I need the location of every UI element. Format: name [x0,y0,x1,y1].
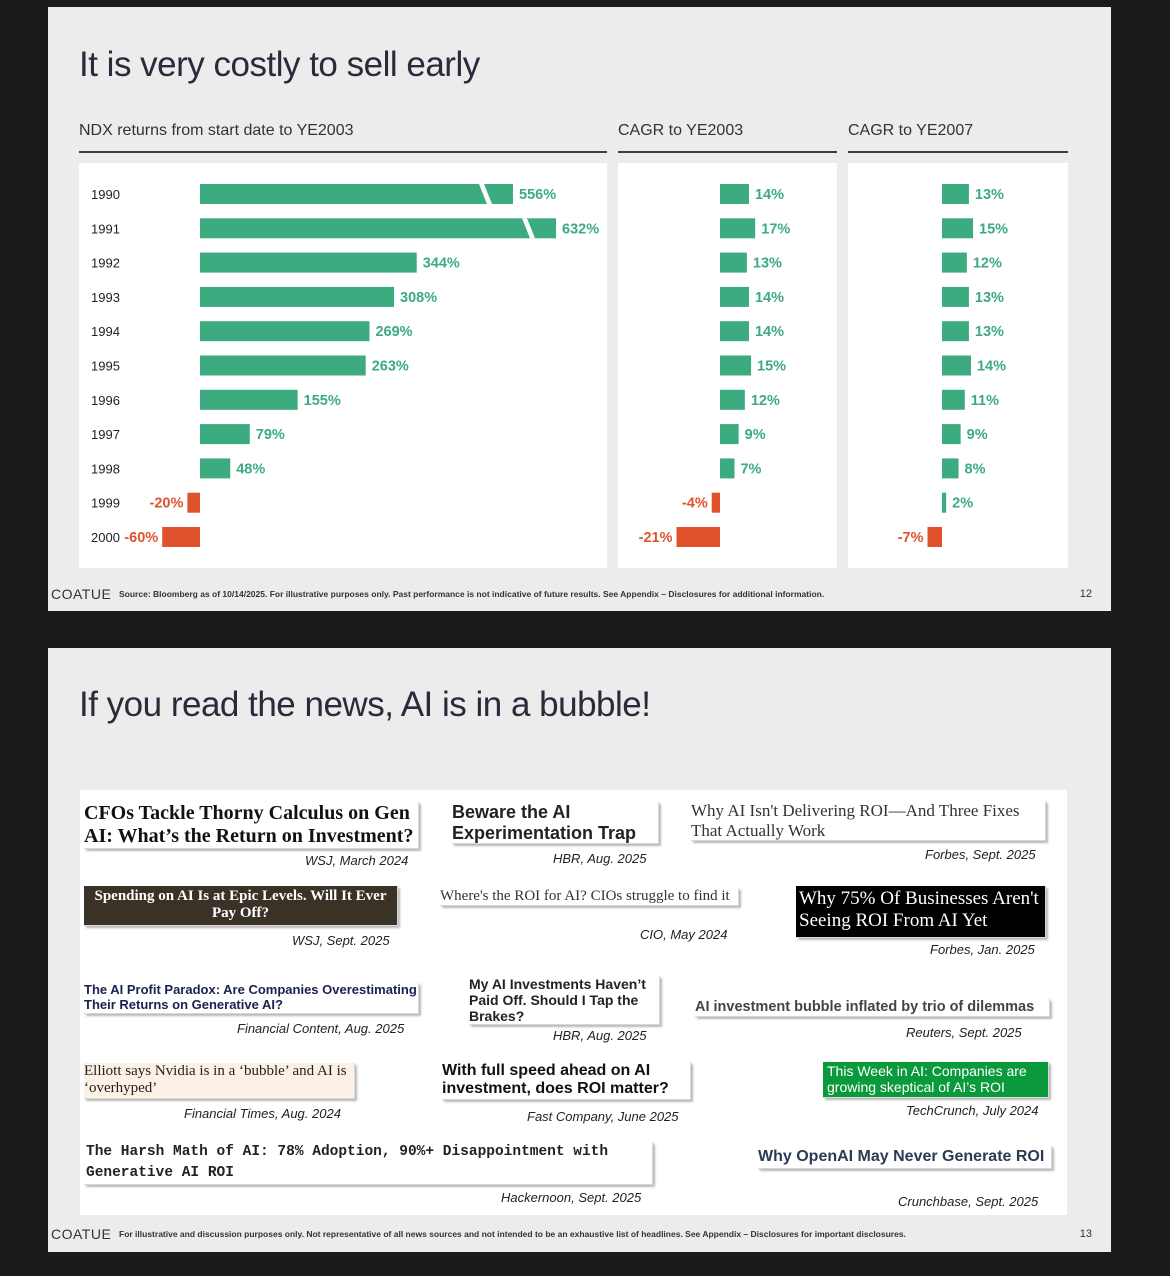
bar [942,321,969,341]
bar [720,458,734,478]
bar [200,356,366,376]
category-label: 1992 [91,255,120,271]
data-label: 15% [979,221,1009,238]
headline-source: Reuters, Sept. 2025 [906,1025,1022,1040]
data-label: -20% [149,495,184,512]
data-label: 9% [966,427,988,444]
bar [200,218,556,238]
cagr2003-chart-header: CAGR to YE2003 [618,122,744,139]
category-label: 1997 [91,427,120,443]
slide-title: It is very costly to sell early [79,45,480,84]
headline-source: Financial Content, Aug. 2025 [237,1021,405,1036]
bar [200,253,417,273]
bar [942,390,965,410]
headline-source: Forbes, Jan. 2025 [930,942,1035,957]
data-label: 2% [952,495,974,512]
data-label: 13% [752,255,782,272]
data-label: -4% [681,495,708,512]
cagr2007-chart [848,163,1068,568]
ndx-header-rule [79,151,607,153]
coatue-logo: COATUE [51,586,112,602]
cagr2003-chart [618,163,837,568]
category-label: 2000 [91,530,120,545]
headline-card: CFOs Tackle Thorny Calculus on Gen AI: What’s the Return on Investment? [84,802,419,849]
bar [942,218,973,238]
bar [942,356,971,376]
cagr2007-chart-header: CAGR to YE2007 [848,122,974,139]
data-label: 344% [422,255,460,272]
bar [942,424,961,444]
headline-card: Beware the AI Experimentation Trap [452,802,659,844]
cagr2007-header-rule [848,151,1068,153]
headline-card: This Week in AI: Companies are growing skeptical of AI’s ROI [823,1062,1049,1098]
data-label: 632% [562,221,600,238]
bar [162,527,200,547]
data-label: 11% [970,392,1000,409]
data-label: 12% [750,392,780,409]
cagr2003-header-rule [618,151,837,153]
category-label: 1996 [91,392,120,408]
category-label: 1995 [91,358,120,374]
data-label: 263% [371,358,409,375]
bar [200,424,250,444]
category-label: 1990 [91,187,120,202]
category-label: 1991 [91,221,120,237]
headline-source: Fast Company, June 2025 [527,1109,679,1124]
headline-card: With full speed ahead on AI investment, does ROI matter? [442,1062,691,1100]
data-label: 269% [375,324,413,341]
headline-source: HBR, Aug. 2025 [553,1028,647,1043]
headline-card: Why OpenAI May Never Generate ROI [758,1146,1052,1169]
bar [200,321,369,341]
headline-source: TechCrunch, July 2024 [906,1103,1039,1118]
ndx-returns-chart [79,163,607,568]
bar [942,458,959,478]
headline-source: Forbes, Sept. 2025 [925,847,1036,862]
headline-card: The Harsh Math of AI: 78% Adoption, 90%+ Disappointment with Generative AI ROI [84,1142,653,1185]
bar [200,184,513,204]
cagr2007-chart-panel [848,163,1068,568]
data-label: -21% [638,530,673,546]
slide-ai-bubble-news [48,648,1111,1252]
data-label: -7% [897,530,924,546]
headline-source: WSJ, Sept. 2025 [292,933,390,948]
headline-card: Where's the ROI for AI? CIOs struggle to find it [440,888,739,906]
bar [942,287,969,307]
headline-card: Spending on AI Is at Epic Levels. Will It Ever Pay Off? [84,886,398,926]
bar [928,527,942,547]
category-label: 1993 [91,289,120,305]
headline-card: AI investment bubble inflated by trio of dilemmas [695,999,1050,1017]
bar [677,527,720,547]
headline-source: CIO, May 2024 [640,927,728,942]
bar [720,424,739,444]
data-label: 8% [964,461,986,478]
headline-card: The AI Profit Paradox: Are Companies Overestimating Their Returns on Generative AI? [84,983,419,1014]
cagr2003-chart-panel [618,163,837,568]
bar [712,493,720,513]
data-label: 79% [255,427,285,444]
bar [720,356,751,376]
bar [942,493,946,513]
data-label: 14% [976,358,1007,375]
coatue-logo: COATUE [51,1226,112,1242]
headline-source: Financial Times, Aug. 2024 [184,1106,341,1121]
category-label: 1994 [91,324,120,340]
headline-source: HBR, Aug. 2025 [553,851,647,866]
data-label: 17% [761,221,791,238]
headline-source: Hackernoon, Sept. 2025 [501,1190,642,1205]
headline-card: Why AI Isn't Delivering ROI—And Three Fixes That Actually Work [691,801,1046,841]
page-number: 13 [1079,1228,1092,1240]
headline-card: Why 75% Of Businesses Aren't Seeing ROI From AI Yet [796,886,1046,938]
data-label: 14% [754,289,785,306]
data-label: 14% [754,324,785,341]
headline-collage [80,790,1067,1215]
data-label: 12% [972,255,1002,272]
ndx-chart-panel [79,163,607,568]
data-label: 48% [236,461,266,478]
headline-source: Crunchbase, Sept. 2025 [898,1194,1039,1209]
data-label: 13% [974,187,1004,203]
headline-card: Elliott says Nvidia is in a ‘bubble’ and AI is ‘overhyped’ [84,1063,355,1099]
data-label: 7% [740,461,762,478]
footer-source: For illustrative and discussion purposes only. Not representative of all news sources and not intended to be an exhaustive list of headlines. See Appendix – Disclosures for important disclosures. [119,1229,906,1239]
category-label: 1999 [91,495,120,511]
bar [200,287,394,307]
footer-source: Source: Bloomberg as of 10/14/2025. For illustrative purposes only. Past performance is not indicative of future results. See Appendix – Disclosures for additional information. [119,589,825,599]
bar [720,253,747,273]
headline-card: My AI Investments Haven’t Paid Off. Should I Tap the Brakes? [469,976,660,1025]
category-label: 1998 [91,461,120,477]
data-label: 13% [974,324,1004,341]
data-label: 9% [744,427,766,444]
bar [720,321,749,341]
bar [720,287,749,307]
slide-title: If you read the news, AI is in a bubble! [79,685,651,724]
bar [720,184,749,204]
ndx-chart-header: NDX returns from start date to YE2003 [79,122,354,139]
data-label: 13% [974,289,1004,306]
bar [942,253,967,273]
bar [942,184,969,204]
data-label: 155% [303,392,341,409]
data-label: 15% [757,358,787,375]
bar [720,390,745,410]
bar [200,458,230,478]
data-label: 308% [400,289,438,306]
bar [200,390,298,410]
bar [720,218,755,238]
headline-source: WSJ, March 2024 [305,853,409,868]
data-label: 14% [754,187,785,203]
page-number: 12 [1079,588,1092,600]
slide-costly-to-sell-early [48,7,1111,611]
data-label: -60% [124,530,159,546]
bar [187,493,200,513]
data-label: 556% [519,187,557,203]
